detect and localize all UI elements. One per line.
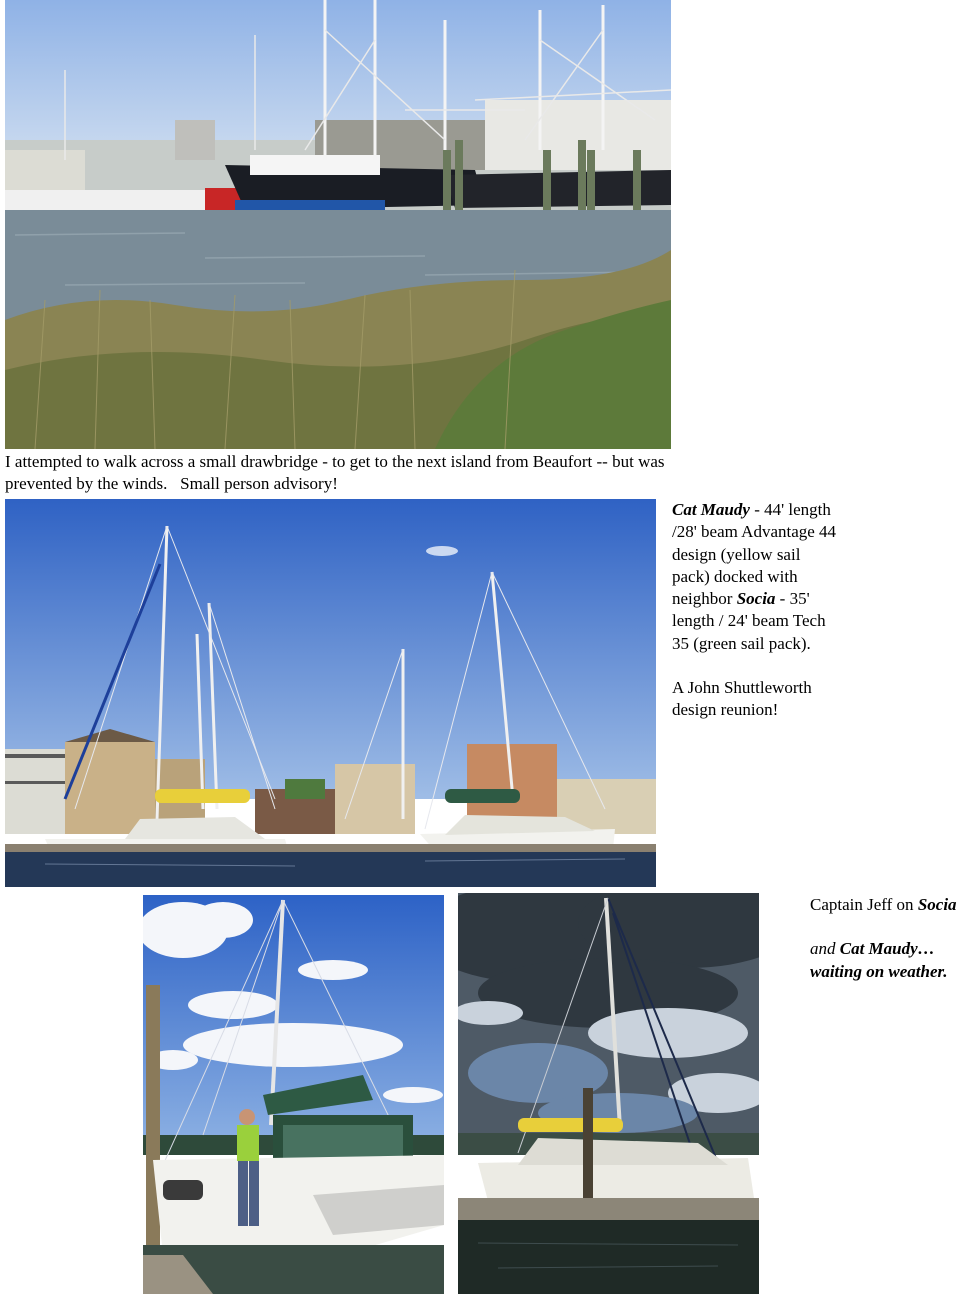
cat-maudy-label: Cat Maudy [839, 939, 918, 959]
waiting-text: …waiting on weather. [810, 939, 948, 981]
catamarans-caption [672, 499, 842, 722]
and-text: and [810, 939, 840, 959]
captain-photo [143, 895, 444, 1294]
socia-label: Socia [917, 895, 957, 914]
waiting-line [810, 938, 974, 983]
cat-maudy-name: Cat Maudy [672, 500, 750, 519]
design-reunion-text: A John Shuttleworth design reunion! [672, 678, 812, 720]
captain-line [810, 894, 974, 916]
harbor-caption-line-1: I attempted to walk across a small drawbridge - to get to the next island from Beaufort -- but was [5, 452, 665, 471]
captain-text: Captain Jeff on [810, 895, 918, 914]
captain-caption [810, 894, 974, 983]
boat-description [672, 499, 842, 655]
harbor-caption-line-2: prevented by the winds. Small person advisory! [5, 474, 338, 494]
socia-name: Socia [736, 589, 776, 609]
harbor-caption [5, 451, 805, 496]
harbor-photo [5, 0, 671, 449]
socia-details: - 35' length / 24' beam Tech 35 (green sail pack). [672, 589, 826, 653]
cat-maudy-photo [458, 893, 759, 1294]
catamarans-photo [5, 499, 656, 887]
cat-maudy-details: - 44' length /28' beam Advantage 44 design (yellow sail pack) docked with neighbor [672, 500, 837, 609]
